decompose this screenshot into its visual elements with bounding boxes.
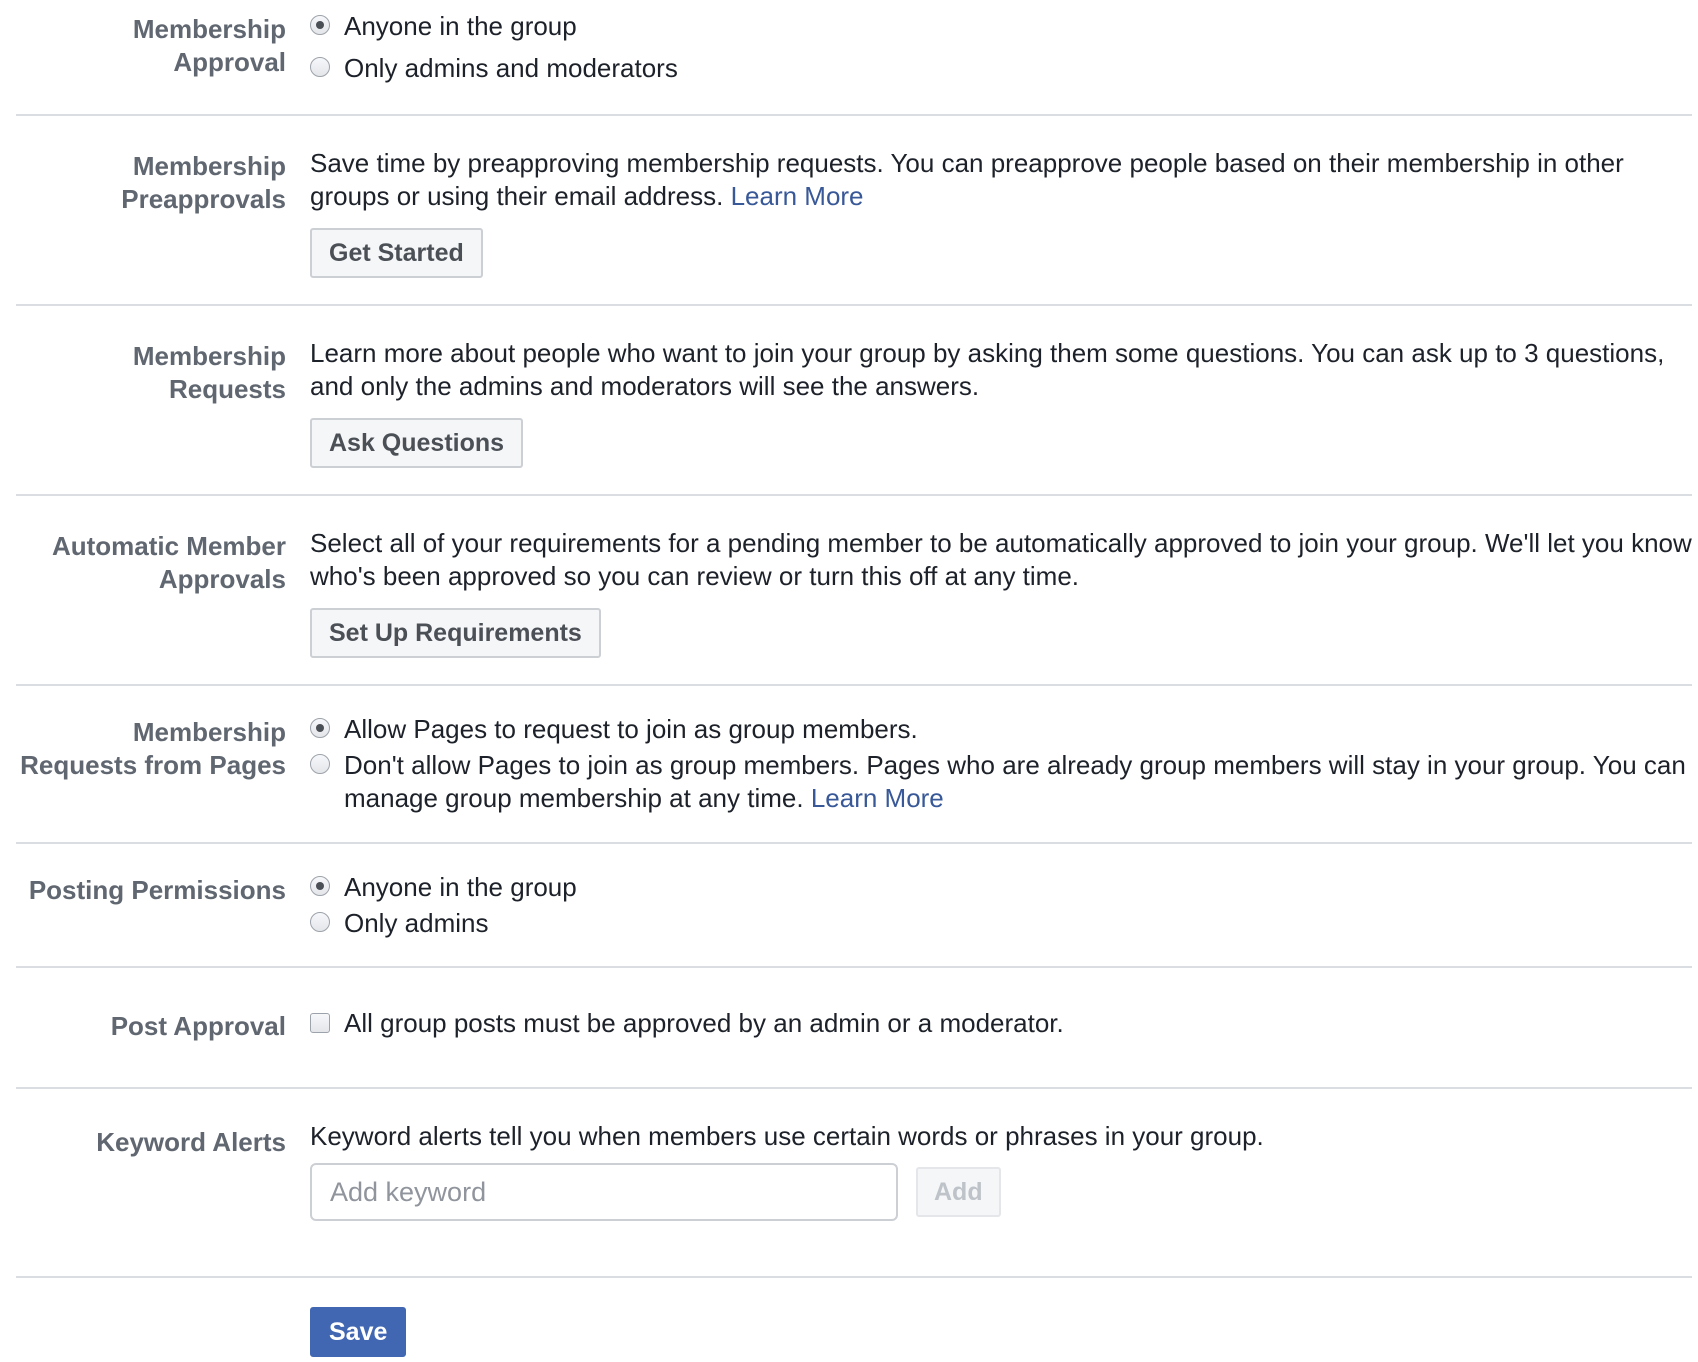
- membership-approval-option-anyone[interactable]: [310, 10, 1692, 43]
- save-section: [16, 1278, 1692, 1358]
- option-label: Anyone in the group: [344, 11, 577, 41]
- post-approval-label: Post Approval: [110, 1011, 286, 1041]
- set-up-requirements-button[interactable]: Set Up Requirements: [310, 608, 601, 658]
- option-label: [344, 749, 1692, 815]
- membership-approval-options: [290, 10, 1692, 85]
- add-keyword-button[interactable]: Add: [916, 1167, 1001, 1217]
- posting-anyone-option[interactable]: [310, 871, 1692, 904]
- option-label: Only admins: [344, 908, 489, 938]
- membership-preapprovals-label: [16, 150, 290, 216]
- dont-allow-pages-option[interactable]: [310, 749, 1692, 815]
- keyword-alerts-content: [290, 1120, 1692, 1221]
- label-line: Requests: [168, 374, 286, 404]
- label-line: Membership: [132, 151, 286, 181]
- automatic-approvals-description: Select all of your requirements for a pending member to be automatically approved to join your group. We'll let you know who's been approved so you can review or turn this off at any time.: [310, 528, 1692, 591]
- post-approval-checkbox[interactable]: [310, 1013, 330, 1033]
- automatic-member-approvals-label: [16, 530, 290, 596]
- label-line: Requests from Pages: [20, 750, 286, 780]
- posting-permissions-label: Posting Permissions: [28, 875, 286, 905]
- option-label: Anyone in the group: [344, 872, 577, 902]
- keyword-input-row: [310, 1163, 1692, 1221]
- label-line: Membership: [132, 341, 286, 371]
- post-approval-checkbox-option[interactable]: [310, 1007, 1692, 1040]
- radio-button-selected[interactable]: [310, 876, 330, 896]
- label-line: Preapprovals: [121, 184, 286, 214]
- learn-more-link[interactable]: Learn More: [730, 181, 864, 211]
- radio-button[interactable]: [310, 57, 330, 77]
- radio-button[interactable]: [310, 912, 330, 932]
- option-label: Only admins and moderators: [344, 53, 678, 83]
- membership-preapprovals-section: [16, 116, 1692, 306]
- keyword-alerts-description: Keyword alerts tell you when members use certain words or phrases in your group.: [310, 1121, 1264, 1151]
- automatic-member-approvals-section: [16, 496, 1692, 686]
- option-label-text: Don't allow Pages to join as group members. Pages who are already group members will stay in your group. You can manage group membership at any time.: [344, 750, 1686, 813]
- requests-from-pages-options: [290, 713, 1692, 815]
- label-line: Automatic Member: [51, 531, 286, 561]
- ask-questions-button[interactable]: Ask Questions: [310, 418, 523, 468]
- add-keyword-input[interactable]: [310, 1163, 898, 1221]
- membership-requests-label: [16, 340, 290, 406]
- radio-button-selected[interactable]: [310, 718, 330, 738]
- option-label: Allow Pages to request to join as group members.: [344, 714, 918, 744]
- radio-button[interactable]: [310, 754, 330, 774]
- preapprovals-description: [310, 147, 1692, 213]
- posting-permissions-section: [16, 844, 1692, 968]
- get-started-button[interactable]: Get Started: [310, 228, 483, 278]
- label-line: Approval: [173, 47, 286, 77]
- radio-button-selected[interactable]: [310, 15, 330, 35]
- membership-approval-section: [16, 0, 1692, 116]
- checkbox-label: All group posts must be approved by an admin or a moderator.: [344, 1008, 1064, 1038]
- keyword-alerts-section: [16, 1089, 1692, 1278]
- label-line: Membership: [132, 717, 286, 747]
- automatic-member-approvals-content: [290, 527, 1692, 658]
- description-text: Save time by preapproving membership requests. You can preapprove people based on their membership in other groups or using their email address.: [310, 148, 1624, 211]
- allow-pages-option[interactable]: [310, 713, 1692, 746]
- requests-from-pages-section: [16, 686, 1692, 844]
- posting-only-admins-option[interactable]: [310, 907, 1692, 940]
- post-approval-section: [16, 968, 1692, 1089]
- label-line: Membership: [132, 14, 286, 44]
- save-content: [290, 1307, 1692, 1357]
- posting-permissions-options: [290, 871, 1692, 940]
- save-button[interactable]: Save: [310, 1307, 406, 1357]
- group-settings-form: [16, 0, 1692, 1358]
- keyword-alerts-label: Keyword Alerts: [96, 1127, 286, 1157]
- requests-from-pages-label: [16, 716, 290, 782]
- membership-approval-label: [16, 13, 290, 79]
- learn-more-link[interactable]: Learn More: [810, 783, 944, 813]
- membership-requests-section: [16, 306, 1692, 496]
- label-line: Approvals: [158, 564, 286, 594]
- post-approval-content: [290, 1007, 1692, 1040]
- membership-requests-description: Learn more about people who want to join your group by asking them some questions. You can ask up to 3 questions, and only the admins and moderators will see the answers.: [310, 338, 1665, 401]
- membership-preapprovals-content: [290, 147, 1692, 278]
- membership-approval-option-admins[interactable]: [310, 52, 1692, 85]
- membership-requests-content: [290, 337, 1692, 468]
